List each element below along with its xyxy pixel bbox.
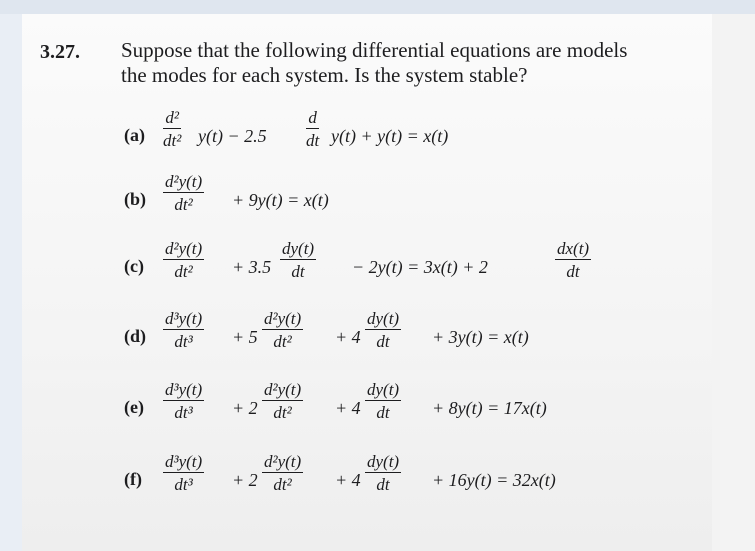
equation-label-e: (e) <box>124 397 144 417</box>
equation-e-rest: + 8y(t) = 17x(t) <box>432 398 547 418</box>
equation-a-term1: y(t) − 2.5 <box>198 126 267 146</box>
window-top-bar <box>0 0 755 14</box>
fraction-f2: $\frac{\text{d²y(t)}}{\text{dt²}}$ <box>264 452 302 494</box>
problem-prompt-line1: Suppose that the following differential equations are models <box>121 38 628 62</box>
fraction-a2: $\frac{d}{dt}$ <box>306 108 320 150</box>
fraction-e2: $\frac{\text{d²y(t)}}{\text{dt²}}$ <box>264 380 302 422</box>
equation-d-rest: + 3y(t) = x(t) <box>432 327 529 347</box>
right-margin <box>712 14 755 551</box>
equation-d-mid1: + 5 <box>232 327 258 347</box>
fraction-c3: $\frac{dx(t)}{dt}$ <box>557 239 590 281</box>
fraction-b1: $\frac{\text{d²y(t)}}{\text{dt²}}$ <box>165 172 203 214</box>
equation-label-d: (d) <box>124 326 146 346</box>
fraction-e3: $\frac{dy(t)}{dt}$ <box>367 380 400 422</box>
equation-e-mid1: + 2 <box>232 398 258 418</box>
fraction-d3: $\frac{dy(t)}{dt}$ <box>367 309 400 351</box>
equation-label-c: (c) <box>124 256 144 276</box>
equation-f-rest: + 16y(t) = 32x(t) <box>432 470 556 490</box>
equation-b-rest: + 9y(t) = x(t) <box>232 190 329 210</box>
bleed-through-text: ⁠ ⁠ ⁠ ⁠ ⁠ ⁠ ⁠ ⁠ ⁠ ⁠ ⁠ ⁠ <box>462 18 501 33</box>
equation-label-a: (a) <box>124 125 145 145</box>
fraction-f3: $\frac{dy(t)}{dt}$ <box>367 452 400 494</box>
fraction-c1: $\frac{\text{d²y(t)}}{\text{dt²}}$ <box>165 239 203 281</box>
fraction-a1: $\frac{\text{d²}}{\text{dt²}}$ <box>163 108 182 150</box>
fraction-d1: $\frac{\text{d³y(t)}}{\text{dt³}}$ <box>165 309 203 351</box>
problem-prompt-line2: the modes for each system. Is the system stable? <box>121 63 528 87</box>
equation-c-mid2: − 2y(t) = 3x(t) + 2 <box>352 257 488 277</box>
equation-d-mid2: + 4 <box>335 327 361 347</box>
fraction-f1: $\frac{\text{d³y(t)}}{\text{dt³}}$ <box>165 452 203 494</box>
equation-a-term2: y(t) + y(t) = x(t) <box>331 126 449 146</box>
equation-e-mid2: + 4 <box>335 398 361 418</box>
equation-label-b: (b) <box>124 189 146 209</box>
fraction-c2: $\frac{dy(t)}{dt}$ <box>282 239 315 281</box>
problem-number: 3.27. <box>40 41 80 63</box>
equation-f-mid2: + 4 <box>335 470 361 490</box>
fraction-e1: $\frac{\text{d³y(t)}}{\text{dt³}}$ <box>165 380 203 422</box>
equation-c-mid1: + 3.5 <box>232 257 272 277</box>
equation-label-f: (f) <box>124 469 142 489</box>
equation-f-mid1: + 2 <box>232 470 258 490</box>
textbook-page <box>22 14 712 551</box>
fraction-d2: $\frac{\text{d²y(t)}}{\text{dt²}}$ <box>264 309 302 351</box>
